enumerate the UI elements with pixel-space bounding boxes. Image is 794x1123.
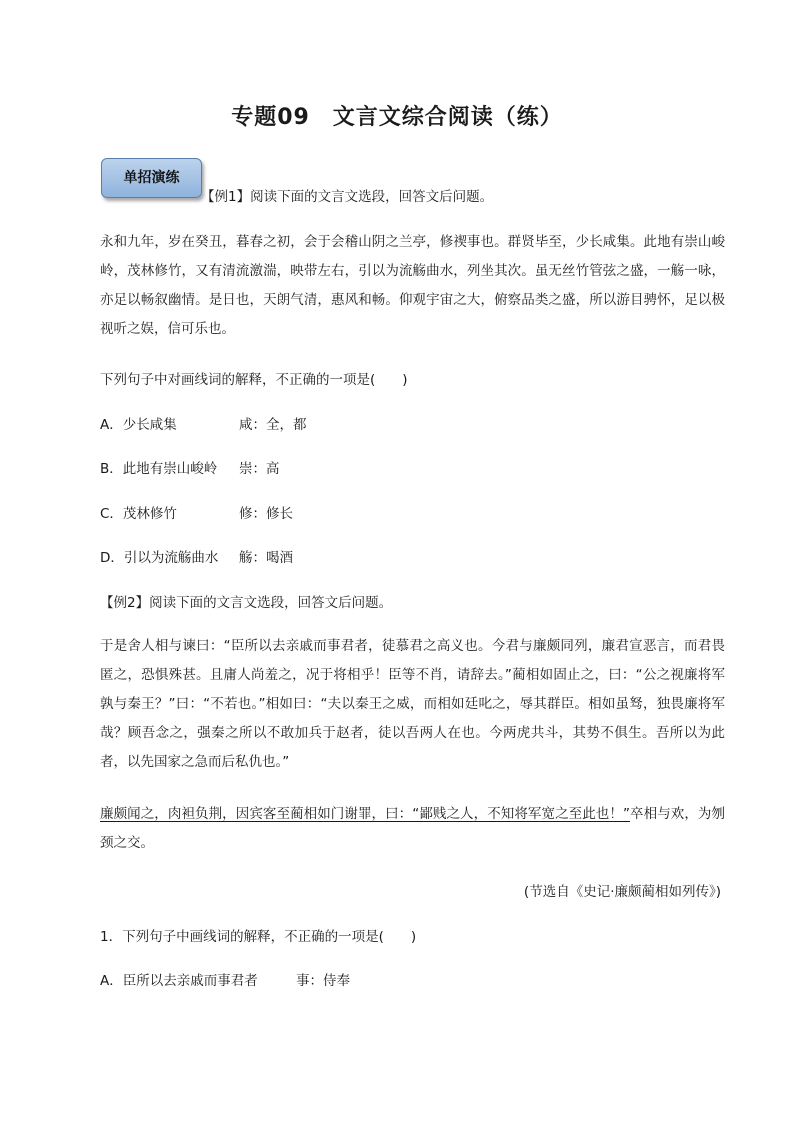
example-1-option-a [100, 413, 307, 433]
example-2-instruction: 阅读下面的文言文选段，回答文后问题。 [149, 595, 393, 611]
option-label: A．臣所以去亲戚而事君者 [100, 973, 258, 989]
example-1-option-b [100, 457, 280, 477]
example-1-label: 【例1】 [201, 189, 251, 205]
example-2-heading [100, 591, 392, 611]
option-label: C．茂林修竹 [100, 506, 177, 522]
example-1-heading [201, 185, 493, 205]
option-explain: 觞：喝酒 [239, 550, 293, 566]
option-explain: 事：侍奉 [296, 973, 350, 989]
example-1-question: 下列句子中对画线词的解释，不正确的一项是( ) [100, 372, 408, 388]
passage-source: (节选自《史记·廉颇蔺相如列传》) [523, 884, 721, 900]
option-explain: 咸：全，都 [239, 417, 307, 433]
option-label: A．少长咸集 [100, 417, 177, 433]
example-2-passage: 于是舍人相与谏曰：“臣所以去亲戚而事君者，徒慕君之高义也。今君与廉颇同列，廉君宣恶言，而君畏匿之，恐惧殊甚。且庸人尚羞之，况于将相乎！臣等不肖，请辞去。”蔺相如固止之，曰：“公之视廉将军孰与秦王？”曰：“不若也。”相如曰：“夫以秦王之威，而相如廷叱之，辱其群臣。相如虽驽，独畏廉将军哉？顾吾念之，强秦之所以不敢加兵于赵者，徒以吾两人在也。今两虎共斗，其势不俱生。吾所以为此者，以先国家之急而后私仇也。” [100, 638, 725, 770]
option-label: B．此地有崇山峻岭 [100, 461, 218, 477]
example-2-question: 1．下列句子中画线词的解释，不正确的一项是( ) [100, 929, 417, 945]
section-badge: 单招演练 [101, 158, 202, 198]
underlined-sentence: 廉颇闻之，肉袒负荆，因宾客至蔺相如门谢罪，曰：“鄙贱之人，不知将军宽之至此也！” [100, 806, 630, 822]
example-1-passage: 永和九年，岁在癸丑，暮春之初，会于会稽山阴之兰亭，修禊事也。群贤毕至，少长咸集。此地有崇山峻岭，茂林修竹，又有清流激湍，映带左右，引以为流觞曲水，列坐其次。虽无丝竹管弦之盛，一觞一咏，亦足以畅叙幽情。是日也，天朗气清，惠风和畅。仰观宇宙之大，俯察品类之盛，所以游目骋怀，足以极视听之娱，信可乐也。 [100, 234, 725, 337]
example-1-option-d [100, 546, 293, 566]
example-2-label: 【例2】 [100, 595, 150, 611]
example-2-passage-2 [100, 800, 725, 858]
passage-2-rest: 卒相与欢，为刎颈之交。 [100, 806, 726, 851]
option-label: D．引以为流觞曲水 [100, 550, 219, 566]
example-1-option-c [100, 502, 293, 522]
option-explain: 修：修长 [239, 506, 293, 522]
option-explain: 崇：高 [239, 461, 280, 477]
example-2-option-a [100, 969, 350, 989]
page-title: 专题09 文言文综合阅读（练） [231, 105, 563, 130]
example-1-instruction: 阅读下面的文言文选段，回答文后问题。 [250, 189, 494, 205]
